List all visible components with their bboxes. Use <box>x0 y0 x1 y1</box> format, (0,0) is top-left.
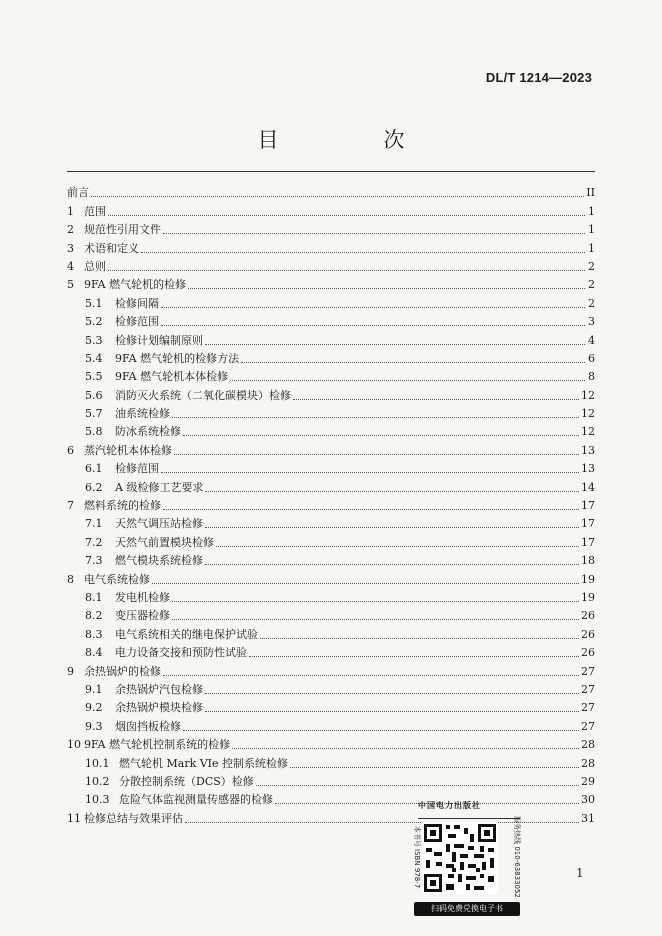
toc-entry-label: 电力设备交接和预防性试验 <box>115 646 247 660</box>
toc-entry-label: 防冰系统检修 <box>115 425 181 439</box>
toc-dot-leader <box>205 710 579 712</box>
toc-entry-number: 6 <box>67 443 74 457</box>
toc-entry-number: 10 <box>67 738 81 752</box>
page-number: 1 <box>576 866 584 880</box>
toc-entry-page: 30 <box>581 793 595 807</box>
toc-entry-page: 27 <box>581 719 595 733</box>
toc-entry-page: 17 <box>581 517 595 531</box>
toc-entry-page: 2 <box>588 278 595 292</box>
toc-dot-leader <box>108 214 585 216</box>
page-title: 目 次 <box>257 128 447 152</box>
toc-dot-leader <box>205 692 579 694</box>
toc-entry-label: 9FA 燃气轮机的检修 <box>84 278 187 292</box>
toc-entry-label: A 级检修工艺要求 <box>115 480 204 494</box>
toc-entry-label: 术语和定义 <box>84 241 139 255</box>
toc-entry-label: 烟囱挡板检修 <box>115 719 181 733</box>
toc-dot-leader <box>183 434 579 436</box>
toc-entry-page: 14 <box>581 480 595 494</box>
toc-dot-leader <box>293 398 579 400</box>
toc-entry[interactable] <box>67 403 595 421</box>
stamp-side-text-left: 本书号 ISBN 978-7 <box>413 825 422 889</box>
toc-entry-label: 油系统检修 <box>115 407 170 421</box>
toc-entry[interactable] <box>67 734 595 752</box>
toc-dot-leader <box>256 784 579 786</box>
toc-dot-leader <box>141 251 585 253</box>
toc-entry[interactable] <box>67 697 595 715</box>
toc-entry-number: 10.2 <box>85 774 110 788</box>
toc-dot-leader <box>241 361 585 363</box>
toc-entry-page: 17 <box>581 535 595 549</box>
toc-dot-leader <box>172 416 579 418</box>
toc-entry-number: 9.1 <box>85 682 103 696</box>
standard-code: DL/T 1214—2023 <box>485 70 592 85</box>
toc-entry-number: 7.1 <box>85 517 103 531</box>
toc-entry[interactable] <box>67 771 595 789</box>
toc-entry-page: 27 <box>581 664 595 678</box>
toc-entry-label: 余热锅炉模块检修 <box>115 701 203 715</box>
toc-entry-label: 余热锅炉的检修 <box>84 664 161 678</box>
qr-code-icon[interactable] <box>422 822 498 894</box>
toc-entry-number: 5.1 <box>85 296 103 310</box>
toc-entry-page: 26 <box>581 627 595 641</box>
toc-entry-label: 危险气体监视测量传感器的检修 <box>119 793 273 807</box>
toc-dot-leader <box>172 618 579 620</box>
toc-entry-label: 检修计划编制原则 <box>115 333 203 347</box>
toc-entry[interactable] <box>67 182 595 200</box>
publisher-qr-stamp[interactable] <box>404 800 522 918</box>
toc-entry-page: 17 <box>581 499 595 513</box>
toc-entry-label: 检修总结与效果评估 <box>84 811 183 825</box>
toc-entry-number: 9.2 <box>85 701 103 715</box>
toc-entry-number: 3 <box>67 241 74 255</box>
toc-entry-page: 1 <box>588 223 595 237</box>
toc-entry[interactable] <box>67 256 595 274</box>
toc-entry-number: 5.5 <box>85 370 103 384</box>
toc-entry-page: 26 <box>581 646 595 660</box>
qr-caption: 扫码免费兑换电子书 <box>414 902 520 916</box>
toc-entry-page: 3 <box>588 315 595 329</box>
toc-entry[interactable] <box>67 605 595 623</box>
toc-entry[interactable] <box>67 513 595 531</box>
toc-entry-number: 7.3 <box>85 554 103 568</box>
toc-entry-page: II <box>586 186 595 200</box>
toc-entry-label: 变压器检修 <box>115 609 170 623</box>
toc-dot-leader <box>163 674 579 676</box>
toc-entry[interactable] <box>67 660 595 678</box>
toc-dot-leader <box>161 306 585 308</box>
toc-dot-leader <box>260 637 579 639</box>
toc-entry-label: 发电机检修 <box>115 590 170 604</box>
toc-entry-label: 燃气轮机 Mark VIe 控制系统检修 <box>119 756 289 770</box>
toc-entry[interactable] <box>67 587 595 605</box>
toc-dot-leader <box>163 232 585 234</box>
toc-entry-number: 前言 <box>67 186 89 200</box>
toc-dot-leader <box>172 600 579 602</box>
toc-dot-leader <box>290 766 579 768</box>
toc-entry-label: 消防灭火系统（二氧化碳模块）检修 <box>115 388 291 402</box>
toc-dot-leader <box>163 508 579 510</box>
toc-dot-leader <box>230 379 585 381</box>
toc-entry[interactable] <box>67 329 595 347</box>
toc-entry[interactable] <box>67 752 595 770</box>
toc-entry-page: 8 <box>588 370 595 384</box>
toc-entry-number: 5 <box>67 278 74 292</box>
toc-dot-leader <box>249 655 579 657</box>
toc-dot-leader <box>216 545 579 547</box>
toc-entry-page: 18 <box>581 554 595 568</box>
toc-entry[interactable] <box>67 237 595 255</box>
toc-entry-label: 分散控制系统（DCS）检修 <box>119 774 254 788</box>
toc-entry[interactable] <box>67 292 595 310</box>
toc-entry-page: 12 <box>581 388 595 402</box>
toc-entry-label: 余热锅炉汽包检修 <box>115 682 203 696</box>
toc-entry-page: 2 <box>588 296 595 310</box>
toc-entry-label: 电气系统检修 <box>84 572 150 586</box>
toc-dot-leader <box>91 195 584 197</box>
toc-dot-leader <box>161 324 585 326</box>
toc-entry-number: 5.4 <box>85 351 103 365</box>
toc-entry[interactable] <box>67 200 595 218</box>
toc-entry-number: 5.8 <box>85 425 103 439</box>
toc-entry[interactable] <box>67 384 595 402</box>
toc-entry-page: 28 <box>581 756 595 770</box>
toc-entry-number: 2 <box>67 223 74 237</box>
toc-entry-page: 26 <box>581 609 595 623</box>
toc-entry-label: 电气系统相关的继电保护试验 <box>115 627 258 641</box>
toc-entry-number: 9 <box>67 664 74 678</box>
toc-entry-number: 7 <box>67 499 74 513</box>
toc-dot-leader <box>205 563 579 565</box>
toc-entry-number: 5.2 <box>85 315 103 329</box>
toc-entry-page: 28 <box>581 738 595 752</box>
toc-dot-leader <box>183 729 579 731</box>
toc-entry-page: 6 <box>588 351 595 365</box>
toc-dot-leader <box>188 287 585 289</box>
toc-entry-label: 总则 <box>84 259 106 273</box>
toc-entry-number: 1 <box>67 204 74 218</box>
title-divider <box>67 171 595 172</box>
toc-entry-label: 天然气调压站检修 <box>115 517 203 531</box>
toc-entry[interactable] <box>67 550 595 568</box>
toc-entry-page: 27 <box>581 682 595 696</box>
toc-entry-label: 9FA 燃气轮机控制系统的检修 <box>84 738 231 752</box>
toc-entry-page: 12 <box>581 425 595 439</box>
toc-entry-number: 6.2 <box>85 480 103 494</box>
toc-entry[interactable] <box>67 366 595 384</box>
toc-dot-leader <box>205 343 585 345</box>
toc-entry-label: 燃气模块系统检修 <box>115 554 203 568</box>
toc-entry[interactable] <box>67 274 595 292</box>
toc-dot-leader <box>205 526 579 528</box>
toc-entry-label: 天然气前置模块检修 <box>115 535 214 549</box>
toc-entry-page: 12 <box>581 407 595 421</box>
toc-entry[interactable] <box>67 679 595 697</box>
toc-entry-page: 31 <box>581 811 595 825</box>
toc-entry-number: 5.7 <box>85 407 103 421</box>
toc-entry-page: 1 <box>588 204 595 218</box>
toc-entry-number: 10.3 <box>85 793 110 807</box>
toc-entry-label: 9FA 燃气轮机的检修方法 <box>115 351 240 365</box>
toc-dot-leader <box>108 269 585 271</box>
toc-entry[interactable] <box>67 439 595 457</box>
toc-entry-number: 8 <box>67 572 74 586</box>
toc-entry[interactable] <box>67 219 595 237</box>
toc-entry-number: 8.1 <box>85 590 103 604</box>
toc-entry-label: 9FA 燃气轮机本体检修 <box>115 370 229 384</box>
toc-entry-page: 2 <box>588 259 595 273</box>
toc-entry-label: 检修范围 <box>115 462 159 476</box>
toc-entry-page: 29 <box>581 774 595 788</box>
toc-entry[interactable] <box>67 476 595 494</box>
toc-entry[interactable] <box>67 311 595 329</box>
toc-entry-number: 8.3 <box>85 627 103 641</box>
toc-dot-leader <box>205 490 579 492</box>
toc-entry[interactable] <box>67 495 595 513</box>
toc-entry-label: 规范性引用文件 <box>84 223 161 237</box>
toc-entry-number: 4 <box>67 259 74 273</box>
stamp-side-text-right: 服务热线 010-63833052 <box>512 816 521 898</box>
toc-entry-number: 6.1 <box>85 462 103 476</box>
toc-entry-page: 13 <box>581 462 595 476</box>
toc-entry-page: 19 <box>581 572 595 586</box>
toc-entry-number: 5.6 <box>85 388 103 402</box>
toc-entry-page: 4 <box>588 333 595 347</box>
toc-entry-page: 13 <box>581 443 595 457</box>
toc-entry-page: 19 <box>581 590 595 604</box>
toc-entry[interactable] <box>67 568 595 586</box>
toc-entry[interactable] <box>67 421 595 439</box>
toc-entry[interactable] <box>67 715 595 733</box>
toc-entry-label: 检修范围 <box>115 315 159 329</box>
toc-dot-leader <box>174 453 579 455</box>
toc-entry[interactable] <box>67 531 595 549</box>
toc-entry-number: 11 <box>67 811 81 825</box>
toc-entry-page: 27 <box>581 701 595 715</box>
toc-entry-label: 蒸汽轮机本体检修 <box>84 443 172 457</box>
toc-entry-label: 范围 <box>84 204 106 218</box>
toc-entry-page: 1 <box>588 241 595 255</box>
toc-entry[interactable] <box>67 348 595 366</box>
toc-entry[interactable] <box>67 623 595 641</box>
toc-entry-label: 检修间隔 <box>115 296 159 310</box>
toc-entry[interactable] <box>67 642 595 660</box>
toc-entry-number: 9.3 <box>85 719 103 733</box>
toc-entry-label: 燃料系统的检修 <box>84 499 161 513</box>
toc-entry-number: 7.2 <box>85 535 103 549</box>
toc-entry-number: 10.1 <box>85 756 110 770</box>
toc-dot-leader <box>152 582 579 584</box>
table-of-contents <box>67 182 595 826</box>
toc-entry[interactable] <box>67 458 595 476</box>
toc-dot-leader <box>232 747 579 749</box>
toc-entry-number: 8.2 <box>85 609 103 623</box>
toc-entry-number: 8.4 <box>85 646 103 660</box>
toc-dot-leader <box>161 471 579 473</box>
publisher-name: 中国电力出版社 <box>418 800 520 819</box>
toc-entry-number: 5.3 <box>85 333 103 347</box>
